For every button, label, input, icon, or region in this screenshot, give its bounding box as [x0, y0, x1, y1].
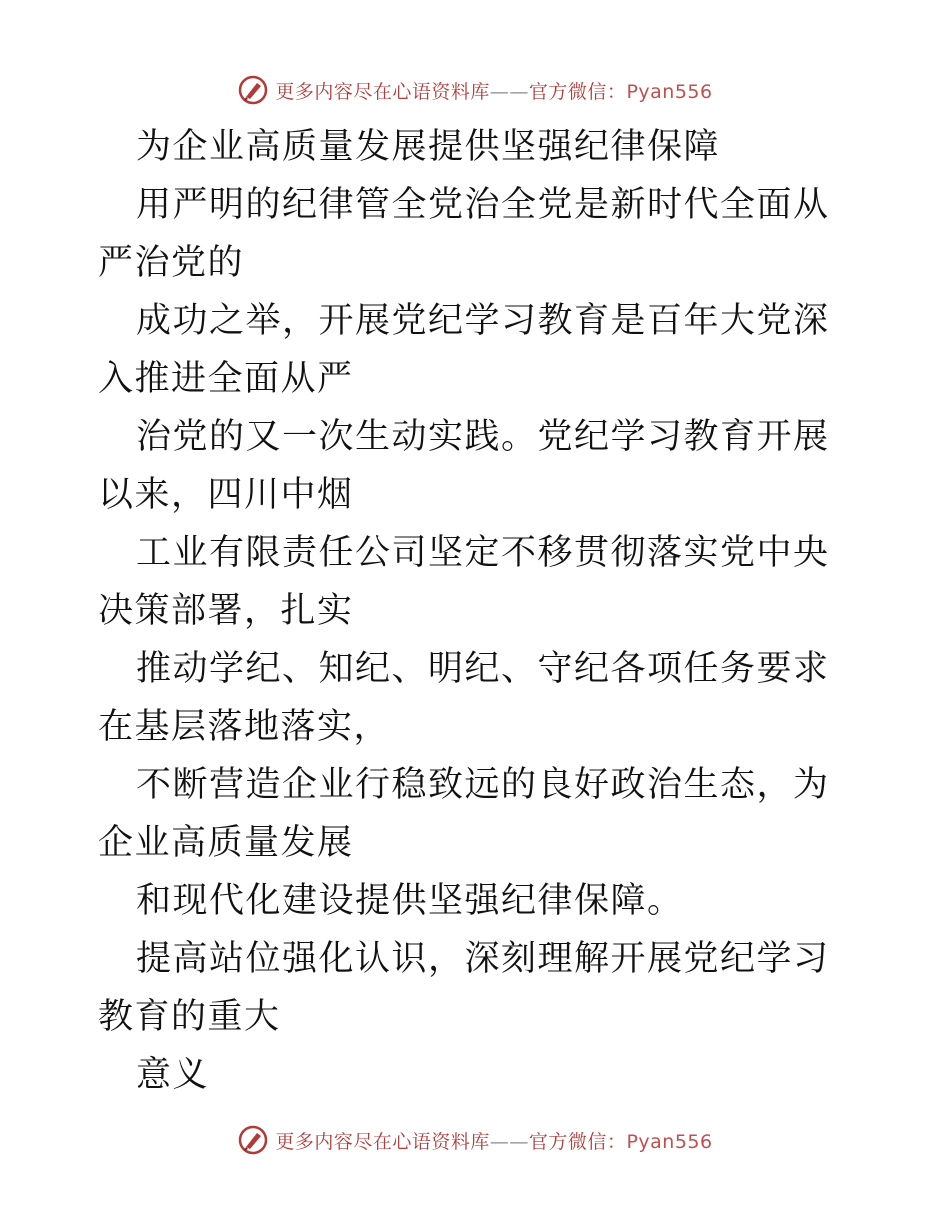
paragraph: 成功之举，开展党纪学习教育是百年大党深入推进全面从严 [98, 301, 830, 399]
document-body [98, 118, 858, 1104]
paragraph: 提高站位强化认识，深刻理解开展党纪学习教育的重大 [98, 939, 830, 1037]
paragraph: 和现代化建设提供坚强纪律保障。 [136, 881, 684, 921]
paragraph: 不断营造企业行稳致远的良好政治生态，为企业高质量发展 [98, 765, 830, 863]
watermark-text [275, 77, 712, 104]
watermark-wechat-id: Pyan556 [626, 1130, 713, 1153]
watermark-footer [0, 1120, 950, 1160]
pen-seal-icon [237, 74, 269, 106]
watermark-separator: —— [489, 1130, 529, 1153]
watermark-wechat-id: Pyan556 [626, 80, 713, 103]
paragraph-title: 为企业高质量发展提供坚强纪律保障 [136, 127, 721, 167]
watermark-main: 更多内容尽在心语资料库 [275, 80, 490, 103]
watermark-main: 更多内容尽在心语资料库 [275, 1130, 490, 1153]
paragraph: 意义 [136, 1055, 210, 1095]
pen-seal-icon [237, 1124, 269, 1156]
watermark-header [0, 70, 950, 110]
paragraph: 用严明的纪律管全党治全党是新时代全面从严治党的 [98, 185, 830, 283]
paragraph: 工业有限责任公司坚定不移贯彻落实党中央决策部署，扎实 [98, 533, 830, 631]
paragraph: 推动学纪、知纪、明纪、守纪各项任务要求在基层落地落实， [98, 649, 830, 747]
watermark-text [275, 1127, 712, 1154]
watermark-separator: —— [489, 80, 529, 103]
watermark-official: 官方微信： [528, 1130, 627, 1153]
paragraph: 治党的又一次生动实践。党纪学习教育开展以来，四川中烟 [98, 417, 830, 515]
watermark-official: 官方微信： [528, 80, 627, 103]
